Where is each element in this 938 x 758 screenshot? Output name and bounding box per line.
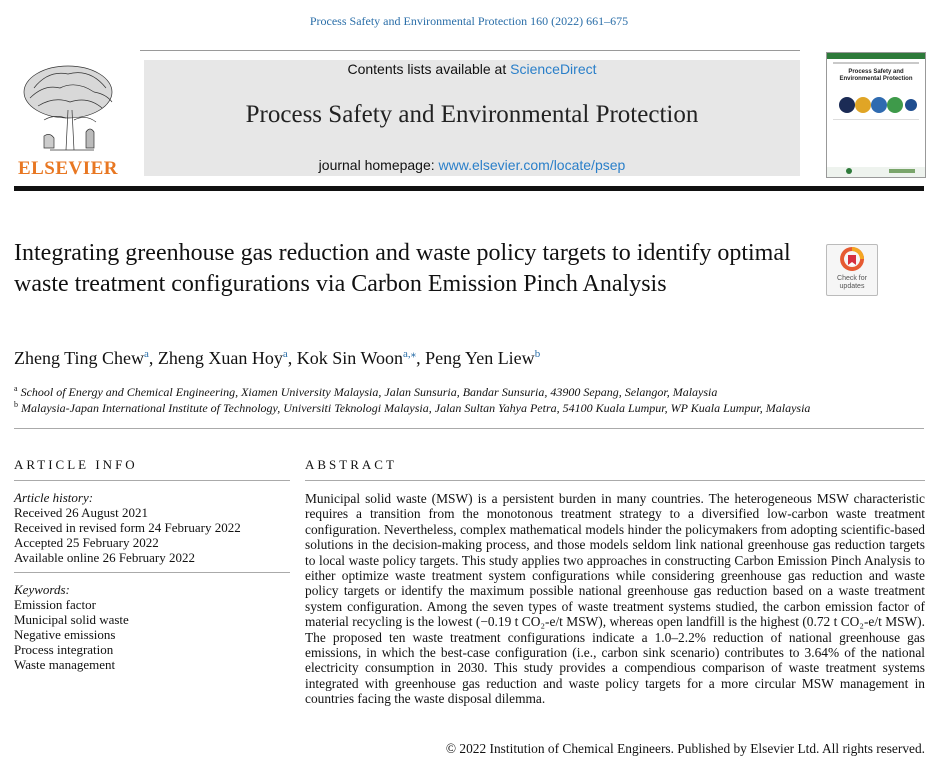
article-info-rule (14, 480, 290, 481)
journal-title[interactable]: Process Safety and Environmental Protection (245, 101, 699, 128)
history-item: Available online 26 February 2022 (14, 550, 195, 565)
article-title: Integrating greenhouse gas reduction and waste policy targets to identify optimal waste treatment configurations via Carbon Emission Pinch Analysis (14, 240, 791, 297)
keywords-rule (14, 572, 290, 573)
keyword-item: Emission factor (14, 597, 96, 612)
author-separator: , (416, 348, 426, 368)
keywords (14, 582, 290, 672)
author-affiliation-marker[interactable]: a,⁎ (403, 348, 417, 360)
history-item: Received 26 August 2021 (14, 505, 148, 520)
affiliation-text: Malaysia-Japan International Institute of Technology, Universiti Teknologi Malaysia, Jalan Sultan Yahya Petra, 54100 Kuala Lumpur, WP Kuala Lumpur, Malaysia (21, 401, 811, 415)
header-divider (140, 50, 800, 51)
history-label: Article history: (14, 490, 94, 505)
check-updates-line1: Check for (837, 275, 867, 282)
history-item: Received in revised form 24 February 2022 (14, 520, 241, 535)
keyword-item: Process integration (14, 642, 114, 657)
affiliation-text: School of Energy and Chemical Engineering, Xiamen University Malaysia, Jalan Sunsuria, Bandar Sunsuria, 43900 Sepang, Selangor, Malaysia (20, 385, 718, 399)
sciencedirect-link[interactable]: ScienceDirect (510, 61, 597, 77)
affiliation-a (14, 384, 914, 400)
history-item: Accepted 25 February 2022 (14, 535, 159, 550)
abstract-rule (305, 480, 925, 481)
author-affiliation-marker[interactable]: a (282, 348, 288, 360)
cover-title (827, 69, 925, 83)
abstract-text: Municipal solid waste (MSW) is a persistent burden in many countries. The heterogeneous MSW characteristic requires a transition from the monotonous treatment strategy to a diversified low-carbon waste treatment configuration. Nevertheless, complex mathematical models hinder the policymakers from adopting scientific-based solutions in the decision-making process, and those models seldom link national greenhouse gas reduction targets to local waste policy targets. This study applies two approaches in constructing Carbon Emission Pinch Analysis to either optimize waste treatment system configurations while considering greenhouse gas reduction and waste policy targets or identify the maximum possible national greenhouse gas reduction based on a waste treatment system configuration. Among the seven types of waste treatment systems studied, the carbon emission factor of material recycling is the lowest (−0.19 t CO₂-e/t MSW), whereas open landfill is the highest (0.72 t CO₂-e/t MSW). The proposed ten waste treatment configurations indicate a 1.0–2.2% reduction of national greenhouse gas emissions, in which the best-case configuration (i.e., carbon sink scenario) contributes to 3.64% of the national electricity consumption in 2030. This study provides a compendious comparison of waste treatment systems integrated with greenhouse gas reduction and waste policy targets for a more circular MSW management in countries facing the waste disposal dilemma. (305, 491, 925, 707)
abstract-heading: ABSTRACT (305, 457, 397, 472)
author-name[interactable]: Kok Sin Woon (296, 348, 404, 368)
journal-homepage-link[interactable]: www.elsevier.com/locate/psep (438, 157, 626, 173)
keyword-item: Municipal solid waste (14, 612, 129, 627)
article-history (14, 490, 290, 565)
journal-cover-icon[interactable] (826, 52, 926, 178)
author-separator: , (287, 348, 297, 368)
keyword-item: Waste management (14, 657, 116, 672)
homepage-prefix: journal homepage: (318, 157, 435, 173)
affiliation-label: b (14, 400, 18, 409)
journal-citation[interactable]: Process Safety and Environmental Protection 160 (2022) 661–675 (309, 14, 629, 28)
keyword-item: Negative emissions (14, 627, 116, 642)
affiliation-label: a (14, 384, 18, 393)
author-name[interactable]: Zheng Ting Chew (14, 348, 145, 368)
cover-title-line2: Environmental Protection (839, 76, 913, 82)
author-affiliation-marker[interactable]: b (534, 348, 541, 360)
homepage-line (144, 157, 800, 173)
author-affiliation-marker[interactable]: a (144, 348, 149, 360)
check-for-updates-label (827, 275, 877, 291)
author-name[interactable]: Zheng Xuan Hoy (157, 348, 283, 368)
author-separator: , (148, 348, 158, 368)
author-name[interactable]: Peng Yen Liew (425, 348, 535, 368)
check-for-updates-icon (827, 245, 877, 275)
keywords-label: Keywords: (14, 582, 70, 597)
contents-line (144, 61, 800, 77)
contents-prefix: Contents lists available at (347, 61, 507, 77)
cover-title-line1: Process Safety and (848, 69, 904, 75)
publisher-wordmark[interactable]: ELSEVIER (17, 158, 119, 179)
article-info-heading: ARTICLE INFO (14, 457, 138, 472)
copyright-notice: © 2022 Institution of Chemical Engineers. Published by Elsevier Ltd. All rights reserved. (445, 741, 925, 756)
check-for-updates-button[interactable] (826, 244, 878, 296)
section-divider (14, 428, 924, 429)
check-updates-line2: updates (839, 283, 865, 290)
affiliation-b (14, 400, 914, 416)
masthead-rule (14, 186, 924, 191)
author-list (14, 347, 914, 369)
